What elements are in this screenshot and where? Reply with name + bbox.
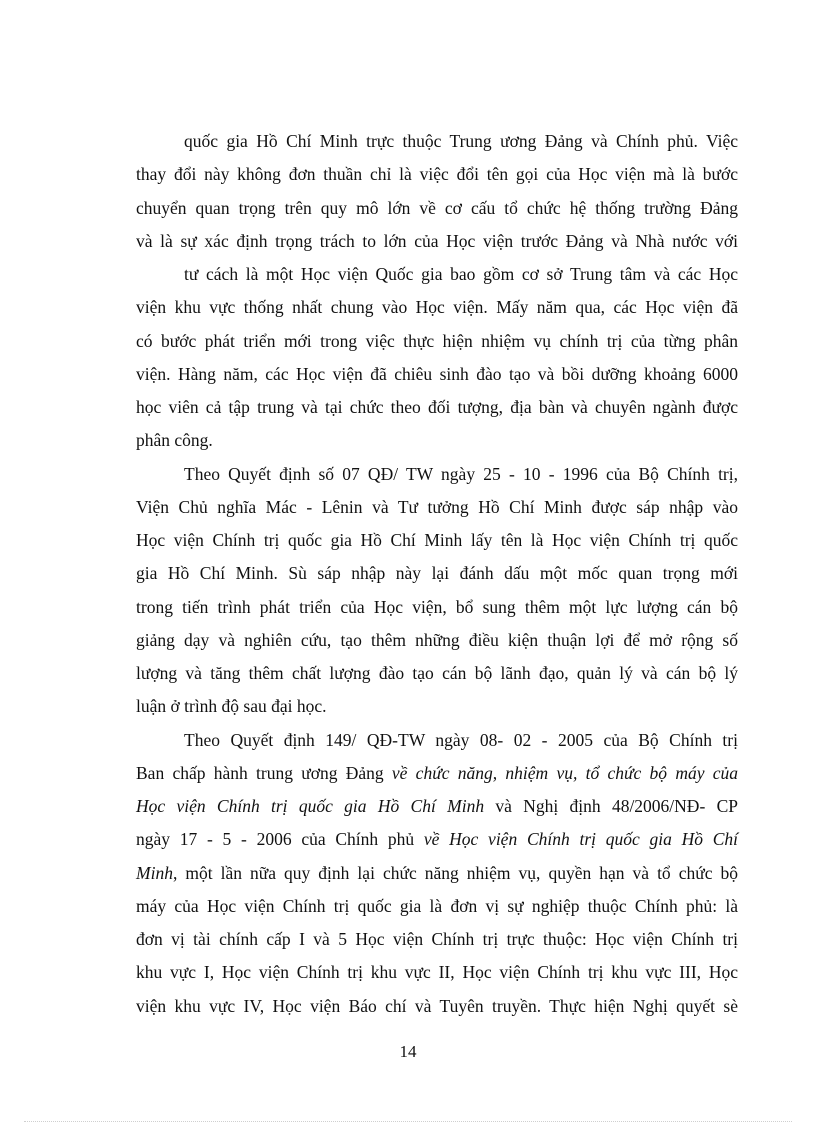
text-line (136, 562, 738, 584)
line-text: , một lần nữa quy định lại chức năng nhiệm vụ, quyền hạn và tổ chức bộ (172, 862, 738, 883)
page-bottom-rule (24, 1121, 792, 1122)
line-text: viện. Hàng năm, các Học viện đã chiêu sinh đào tạo và bồi dưỡng khoảng 6000 (136, 363, 738, 384)
text-line (136, 363, 738, 385)
line-text: luận ở trình độ sau đại học. (136, 696, 327, 717)
text-line (136, 895, 738, 917)
text-line (136, 429, 738, 451)
text-line (184, 463, 738, 485)
line-text: khu vực I, Học viện Chính trị khu vực II, Học viện Chính trị khu vực III, Học (136, 962, 738, 983)
line-text: phân công. (136, 430, 213, 451)
text-line (136, 995, 738, 1017)
text-line (184, 729, 738, 751)
line-text: Ban chấp hành trung ương Đảng (136, 762, 392, 783)
line-text: Theo Quyết định 149/ QĐ-TW ngày 08- 02 - 2005 của Bộ Chính trị (184, 729, 738, 750)
line-italic-text: Minh (136, 862, 173, 883)
text-line (136, 296, 738, 318)
line-text: ngày 17 - 5 - 2006 của Chính phủ (136, 829, 424, 850)
text-line (184, 130, 738, 152)
text-line (136, 163, 738, 185)
text-line (136, 795, 738, 817)
line-text: và là sự xác định trọng trách to lớn của Học viện trước Đảng và Nhà nước với (136, 230, 738, 251)
line-text: đơn vị tài chính cấp I và 5 Học viện Chính trị trực thuộc: Học viện Chính trị (136, 929, 738, 949)
line-text: tư cách là một Học viện Quốc gia bao gồm cơ sở Trung tâm và các Học (184, 264, 738, 284)
text-line (136, 862, 738, 884)
line-text: Viện Chủ nghĩa Mác - Lênin và Tư tưởng Hồ Chí Minh được sáp nhập vào (136, 496, 738, 517)
text-line (136, 762, 738, 784)
text-line (136, 695, 738, 717)
text-line (136, 197, 738, 219)
line-text: Theo Quyết định số 07 QĐ/ TW ngày 25 - 10 - 1996 của Bộ Chính trị, (184, 463, 738, 484)
line-text: giảng dạy và nghiên cứu, tạo thêm những điều kiện thuận lợi để mở rộng số (136, 629, 738, 650)
page-number: 14 (399, 1042, 417, 1061)
line-text: chuyển quan trọng trên quy mô lớn về cơ cấu tổ chức hệ thống trường Đảng (136, 197, 738, 218)
line-text: thay đổi này không đơn thuần chỉ là việc đổi tên gọi của Học viện mà là bước (136, 164, 738, 185)
line-text: có bước phát triển mới trong việc thực hiện nhiệm vụ chính trị của từng phân (136, 330, 738, 351)
text-line (136, 596, 738, 618)
line-text: máy của Học viện Chính trị quốc gia là đơn vị sự nghiệp thuộc Chính phủ: là (136, 895, 738, 916)
line-text: Học viện Chính trị quốc gia Hồ Chí Minh lấy tên là Học viện Chính trị quốc (136, 530, 738, 550)
text-line (136, 396, 738, 418)
line-text: và Nghị định 48/2006/NĐ- CP (484, 796, 738, 816)
line-italic-text: về chức năng, nhiệm vụ, tổ chức bộ máy của (391, 762, 738, 783)
text-line (136, 496, 738, 518)
line-text: trong tiến trình phát triển của Học viện, bổ sung thêm một lực lượng cán bộ (136, 596, 738, 617)
text-line (136, 529, 738, 551)
text-line (136, 230, 738, 252)
text-line (136, 961, 738, 983)
line-text: lượng và tăng thêm chất lượng đào tạo cán bộ lãnh đạo, quản lý và cán bộ lý (136, 663, 738, 683)
line-text: viện khu vực thống nhất chung vào Học viện. Mấy năm qua, các Học viện đã (136, 297, 738, 318)
line-text: học viên cả tập trung và tại chức theo đối tượng, địa bàn và chuyên ngành được (136, 397, 738, 417)
line-text: viện khu vực IV, Học viện Báo chí và Tuyên truyền. Thực hiện Nghị quyết sè (136, 995, 738, 1016)
line-italic-text: về Học viện Chính trị quốc gia Hồ Chí (423, 829, 738, 850)
text-line (136, 828, 738, 850)
line-italic-text: Học viện Chính trị quốc gia Hồ Chí Minh (136, 796, 485, 816)
text-line (136, 629, 738, 651)
text-line (136, 928, 738, 950)
text-line (184, 263, 738, 285)
line-text: gia Hồ Chí Minh. Sù sáp nhập này lại đánh dấu một mốc quan trọng mới (136, 563, 738, 584)
line-text: quốc gia Hồ Chí Minh trực thuộc Trung ương Đảng và Chính phủ. Việc (184, 131, 738, 151)
text-line (136, 662, 738, 684)
text-line (136, 330, 738, 352)
